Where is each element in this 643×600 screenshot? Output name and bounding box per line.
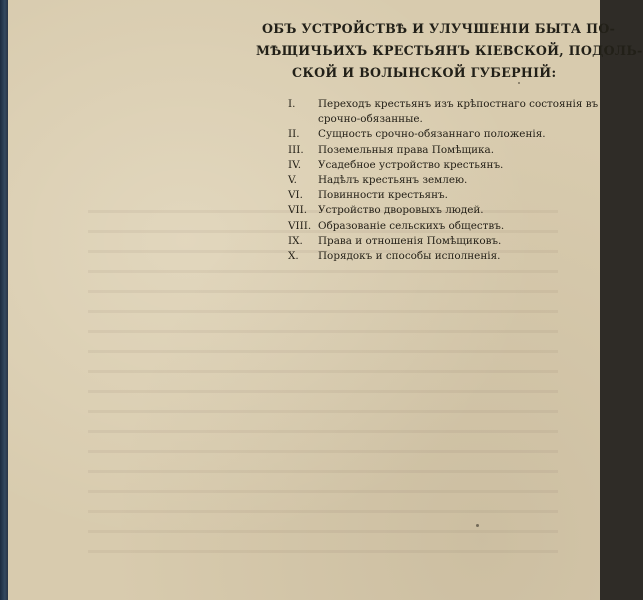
toc-item-text: Надѣлъ крестьянъ землею.: [318, 174, 468, 187]
toc-item-2: [288, 127, 588, 142]
table-of-contents: [288, 97, 599, 264]
toc-item-number: I.: [288, 98, 296, 110]
toc-item-text: Сущность срочно-обязаннаго положенія.: [318, 128, 546, 141]
toc-item-text: Повинности крестьянъ.: [318, 189, 448, 202]
toc-item-7: [288, 203, 588, 218]
heading-line-3: СКОЙ И ВОЛЫНСКОЙ ГУБЕРНІЙ:: [292, 65, 557, 80]
toc-item-text: Переходъ крестьянъ изъ крѣпостнаго состоянія въ: [318, 98, 599, 110]
heading-line-2: МѢЩИЧЬИХЪ КРЕСТЬЯНЪ КІЕВСКОЙ, ПОДОЛЬ-: [256, 43, 643, 58]
toc-item-number: III.: [288, 143, 304, 156]
toc-item-1: [288, 97, 599, 112]
toc-item-number: VIII.: [288, 219, 312, 232]
toc-item-text: Порядокъ и способы исполненія.: [318, 250, 501, 263]
heading-line-1: ОБЪ УСТРОЙСТВѢ И УЛУЧШЕНІИ БЫТА ПО-: [262, 21, 616, 36]
toc-item-text: Поземельныя права Помѣщика.: [318, 143, 495, 156]
toc-item-number: VII.: [288, 204, 308, 217]
toc-item-text: Права и отношенія Помѣщиковъ.: [318, 234, 502, 247]
toc-item-number: IV.: [288, 158, 302, 171]
toc-item-6: [288, 188, 588, 203]
document-heading: [256, 18, 643, 84]
toc-item-3: [288, 143, 588, 158]
toc-item-text: Образованіе сельскихъ обществъ.: [318, 219, 505, 232]
toc-item-number: IX.: [288, 234, 303, 247]
document-page: [8, 0, 643, 600]
toc-item-8: [288, 219, 588, 234]
toc-item-text: Усадебное устройство крестьянъ.: [318, 158, 504, 171]
paper-speck: [476, 524, 479, 527]
toc-item-5: [288, 173, 588, 188]
toc-item-number: II.: [288, 128, 300, 141]
paper-speck: [518, 82, 520, 84]
book-spine-edge: [0, 0, 8, 600]
toc-item-number: X.: [288, 250, 299, 263]
toc-item-text: Устройство дворовыхъ людей.: [318, 204, 484, 217]
toc-item-1-continuation: срочно-обязанные.: [318, 113, 423, 126]
toc-item-9: [288, 234, 588, 249]
toc-item-4: [288, 158, 588, 173]
toc-item-number: V.: [288, 174, 297, 187]
toc-item-number: VI.: [288, 189, 303, 202]
toc-item-10: [288, 249, 588, 264]
